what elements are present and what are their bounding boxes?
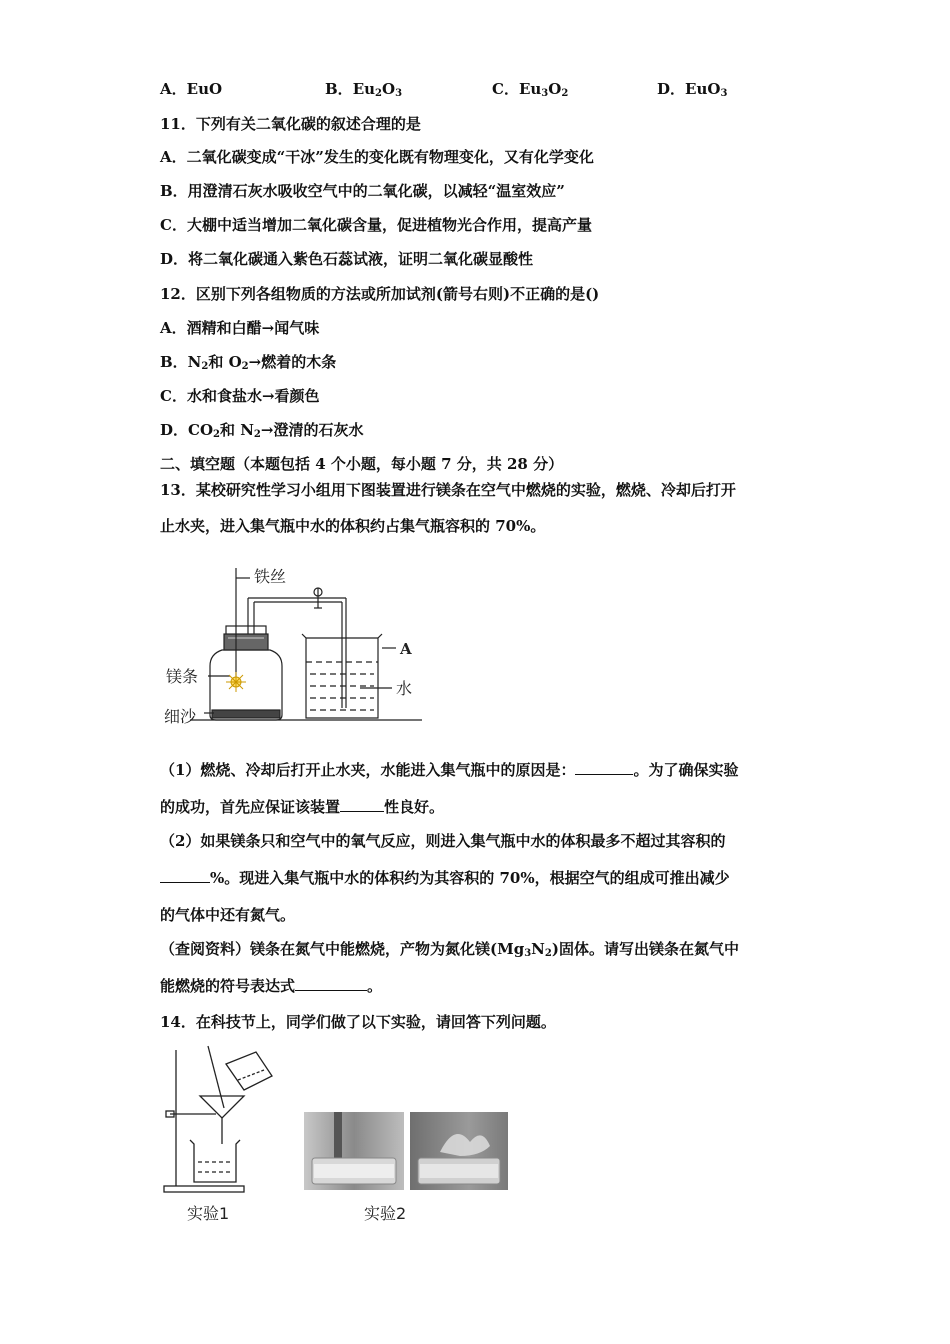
q12-option-b: B．$N_2$和 $O_2\to$燃着的木条 (160, 353, 337, 372)
q10-option-c: C．$Eu_3O_2$ (492, 80, 569, 99)
label-sand: 细沙 (164, 707, 197, 726)
q13-part2-line3: 的气体中还有氮气。 (160, 906, 296, 924)
answer-blank[interactable] (340, 797, 384, 812)
burning-magnesium-icon (226, 672, 246, 692)
q14-stem: 14．在科技节上，同学们做了以下实验，请回答下列问题。 (160, 1013, 556, 1031)
q13-part2-line2: %。现进入集气瓶中水的体积约为其容积的 70%，根据空气的组成可推出减少 (160, 867, 730, 888)
q13-part2-line1: （2）如果镁条只和空气中的氧气反应，则进入集气瓶中水的体积最多不超过其容积的 (160, 832, 726, 850)
q12-option-a: A．酒精和白醋→闻气味 (160, 319, 320, 337)
q13-part1-line1: （1）燃烧、冷却后打开止水夹，水能进入集气瓶中的原因是： 。为了确保实验 (160, 761, 739, 779)
label-a: A (400, 640, 412, 658)
q13-stem-line1: 13．某校研究性学习小组用下图装置进行镁条在空气中燃烧的实验，燃烧、冷却后打开 (160, 481, 736, 499)
q11-option-a: A．二氧化碳变成“干冰”发生的变化既有物理变化，又有化学变化 (160, 148, 594, 166)
q10-option-a: A．EuO (160, 80, 223, 98)
q12-option-d: D．$CO_2$和 $N_2\to$澄清的石灰水 (160, 421, 364, 440)
answer-blank[interactable] (295, 976, 367, 991)
q13-stem-line2: 止水夹，进入集气瓶中水的体积约占集气瓶容积的 70%。 (160, 517, 546, 535)
caption-experiment-1: 实验1 (187, 1204, 230, 1223)
section-heading: 二、填空题（本题包括 4 个小题，每小题 7 分，共 28 分） (160, 455, 564, 473)
q12-option-c: C．水和食盐水→看颜色 (160, 387, 320, 405)
answer-blank[interactable] (575, 760, 633, 775)
label-magnesium: 镁条 (166, 667, 199, 686)
q10-option-b: B．$Eu_2O_3$ (325, 80, 403, 99)
q11-option-c: C．大棚中适当增加二氧化碳含量，促进植物光合作用，提高产量 (160, 216, 592, 234)
experiment-2-photo-before (304, 1112, 404, 1190)
q10-option-d: D．EuO$_3$ (657, 80, 728, 99)
q11-stem: 11．下列有关二氧化碳的叙述合理的是 (160, 115, 421, 133)
caption-experiment-2: 实验2 (364, 1204, 407, 1223)
answer-blank[interactable] (160, 868, 210, 883)
q13-part1-line2: 的成功，首先应保证该装置 性良好。 (160, 798, 445, 816)
experiment-2-photo-after (410, 1112, 508, 1190)
combustion-apparatus-diagram (160, 558, 430, 730)
q13-research-line1: （查阅资料）镁条在氮气中能燃烧，产物为氮化镁$(Mg_3N_2)$固体。请写出镁条在氮气中 (160, 940, 739, 959)
q11-option-b: B．用澄清石灰水吸收空气中的二氧化碳，以减轻“温室效应” (160, 182, 565, 200)
label-water: 水 (396, 679, 413, 698)
filtration-apparatus-diagram (160, 1044, 280, 1194)
q12-stem: 12．区别下列各组物质的方法或所加试剂(箭号右则)不正确的是() (160, 285, 600, 303)
label-iron-wire: 铁丝 (254, 567, 287, 586)
q11-option-d: D．将二氧化碳通入紫色石蕊试液，证明二氧化碳显酸性 (160, 250, 534, 268)
q13-research-line2: 能燃烧的符号表达式 。 (160, 977, 383, 995)
